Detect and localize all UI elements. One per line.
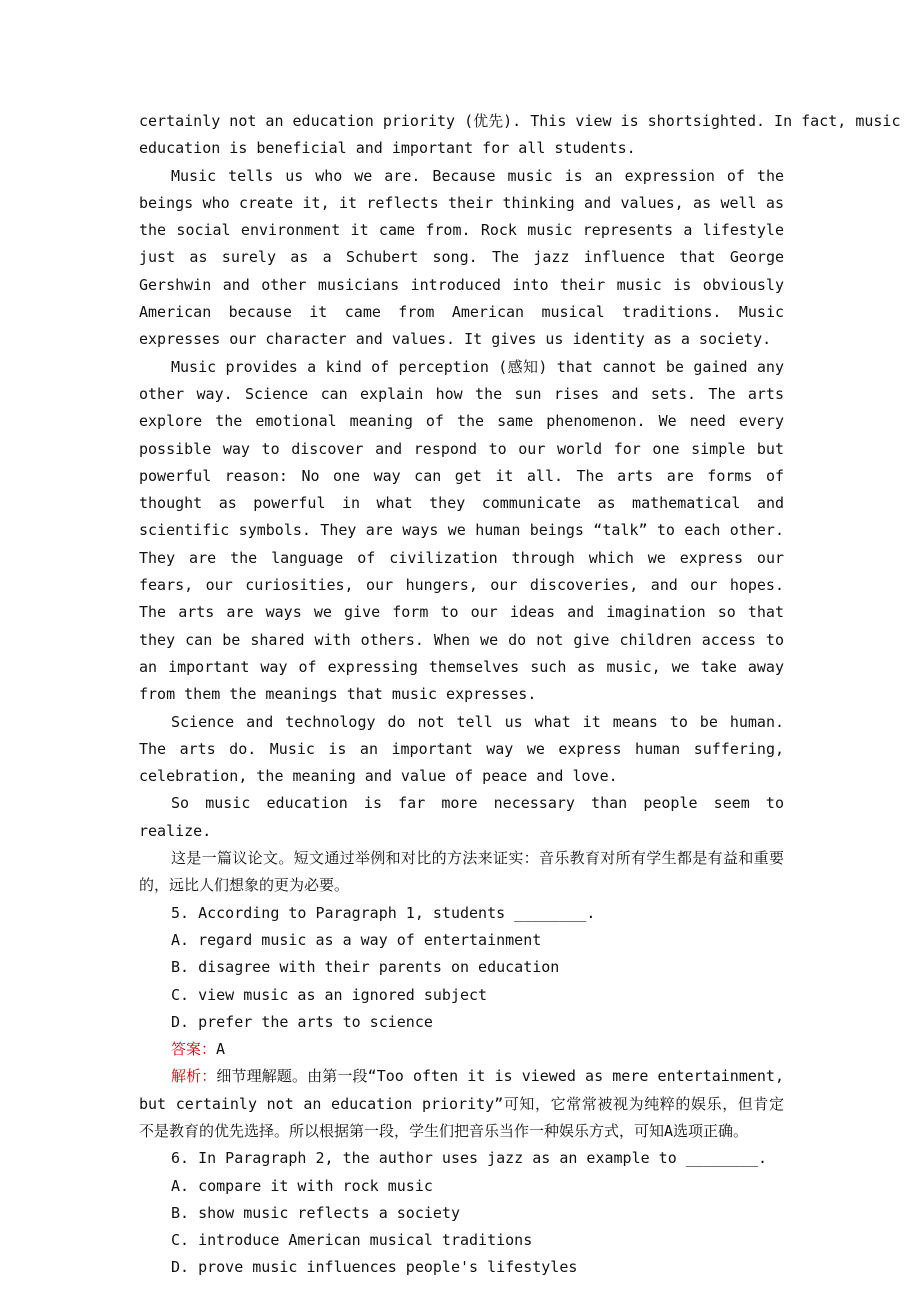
paragraph-4: Science and technology do not tell us what it means to be human. The arts do. Music is an important way we express human suffering, celebration, the meaning and value of peace and love.: [139, 712, 784, 786]
paragraph-2: Music tells us who we are. Because music is an expression of the beings who create it, it reflects their thinking and values, as well as the social environment it came from. Rock music represents a lifestyle just as surely as a Schubert song. The jazz influence that George Gershwin and other musicians introduced into their music is obviously American because it came from American musical traditions. Music expresses our character and values. It gives us identity as a society.: [139, 166, 784, 349]
question-6-option-c: C. introduce American musical traditions: [171, 1231, 533, 1250]
analysis-label: 解析：: [171, 1067, 217, 1086]
paragraph-1-line-2: education is beneficial and important for all students.: [139, 139, 636, 158]
question-6-option-a: A. compare it with rock music: [171, 1176, 433, 1195]
question-5-option-c: C. view music as an ignored subject: [171, 985, 488, 1004]
question-6-stem: 6. In Paragraph 2, the author uses jazz as an example to ________.: [171, 1149, 768, 1168]
paragraph-1-line-1: certainly not an education priority (优先). This view is shortsighted. In fact, music: [139, 112, 901, 130]
question-5-stem: 5. According to Paragraph 1, students ________.: [171, 903, 596, 922]
question-5-analysis: [139, 1063, 784, 1145]
analysis-text: 细节理解题。由第一段“Too often it is viewed as mere entertainment, but certainly not an education priority”可知，它常常被视为纯粹的娱乐，但肯定不是教育的优先选择。所以根据第一段，学生们把音乐当作一种娱乐方式，可知A选项正确。: [139, 1067, 784, 1140]
document-page: [139, 108, 901, 1282]
question-5-option-b: B. disagree with their parents on education: [171, 958, 560, 977]
question-5-answer: [139, 1036, 784, 1063]
question-6-option-d: D. prove music influences people's lifestyles: [171, 1258, 578, 1277]
paragraph-5: So music education is far more necessary than people seem to realize.: [139, 794, 784, 840]
question-5-option-d: D. prefer the arts to science: [171, 1012, 433, 1031]
question-5-option-a: A. regard music as a way of entertainment: [171, 930, 542, 949]
answer-label: 答案：: [171, 1040, 217, 1059]
paragraph-3: Music provides a kind of perception (感知) that cannot be gained any other way. Science can explain how the sun rises and sets. The arts explore the emotional meaning of the same phenomenon. We need every possible way to discover and respond to our world for one simple but powerful reason: No one way can get it all. The arts are forms of thought as powerful in what they communicate as mathematical and scientific symbols. They are ways we human beings “talk” to each other. They are the language of civilization through which we express our fears, our curiosities, our hungers, our discoveries, and our hopes. The arts are ways we give form to our ideas and imagination so that they can be shared with others. When we do not give children access to an important way of expressing themselves such as music, we take away from them the meanings that music expresses.: [139, 357, 784, 704]
question-6-option-b: B. show music reflects a society: [171, 1203, 460, 1222]
passage-summary: 这是一篇议论文。短文通过举例和对比的方法来证实：音乐教育对所有学生都是有益和重要的，远比人们想象的更为必要。: [139, 849, 784, 895]
answer-value: A: [216, 1040, 226, 1059]
